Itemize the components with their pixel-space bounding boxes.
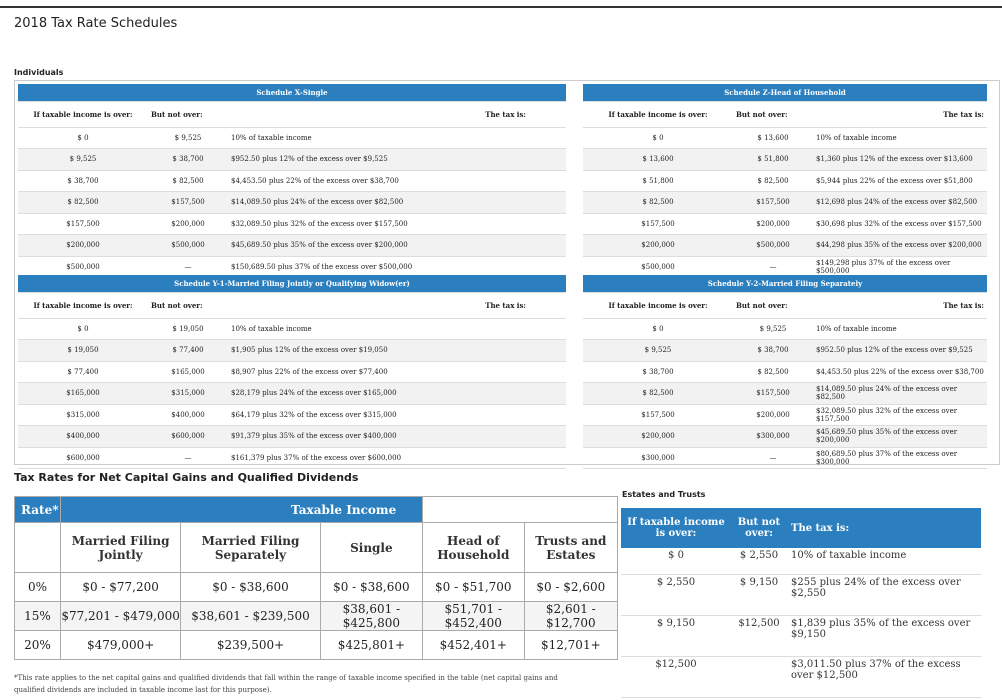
bracket-not-over-cell: — bbox=[733, 447, 813, 469]
bracket-over-cell: $ 13,600 bbox=[583, 149, 733, 171]
bracket-over-cell: $ 77,400 bbox=[18, 361, 148, 383]
bracket-over-cell: $300,000 bbox=[583, 447, 733, 469]
bracket-over-cell: $12,500 bbox=[621, 656, 731, 697]
bracket-not-over-cell: $200,000 bbox=[733, 213, 813, 235]
bracket-over-cell: $200,000 bbox=[18, 235, 148, 257]
tax-formula-cell: $28,179 plus 24% of the excess over $165,000 bbox=[228, 383, 566, 405]
schedule-row bbox=[18, 383, 566, 405]
tax-formula-cell: $5,944 plus 22% of the excess over $51,800 bbox=[813, 170, 987, 192]
schedule-row bbox=[583, 404, 987, 426]
bracket-not-over-cell: $ 82,500 bbox=[733, 170, 813, 192]
capital-gains-footnote: *This rate applies to the net capital gains and qualified dividends that fall within the range of taxable income specified in the table (net capital gains and qualified dividends are included in taxable income last for this purpose). bbox=[14, 674, 558, 694]
bracket-over-cell: $500,000 bbox=[18, 256, 148, 278]
bracket-not-over-cell: $ 82,500 bbox=[733, 361, 813, 383]
page-title: 2018 Tax Rate Schedules bbox=[14, 16, 178, 31]
rate-cell: 15% bbox=[15, 602, 61, 631]
schedule-row bbox=[18, 127, 566, 149]
bracket-not-over-cell: $600,000 bbox=[148, 426, 228, 448]
bracket-over-cell: $200,000 bbox=[583, 235, 733, 257]
section-label: Individuals bbox=[14, 68, 64, 77]
col-over: If taxable income is over: bbox=[18, 101, 148, 127]
bracket-over-cell: $ 9,150 bbox=[621, 615, 731, 656]
capital-gains-title: Tax Rates for Net Capital Gains and Qualified Dividends bbox=[14, 471, 359, 484]
bracket-not-over-cell: $ 38,700 bbox=[733, 340, 813, 362]
tax-formula-cell: $1,839 plus 35% of the excess over $9,150 bbox=[787, 615, 981, 656]
income-range-cell: $0 - $51,700 bbox=[422, 573, 524, 602]
estates-trusts-table bbox=[621, 508, 981, 698]
et-col-over: If taxable income is over: bbox=[621, 508, 731, 548]
capital-gains-table bbox=[14, 496, 618, 660]
bracket-over-cell: $ 38,700 bbox=[583, 361, 733, 383]
bracket-not-over-cell: $ 2,550 bbox=[731, 548, 787, 574]
cg-col-trusts: Trusts and Estates bbox=[524, 523, 617, 573]
col-tax: The tax is: bbox=[813, 292, 987, 318]
income-range-cell: $12,701+ bbox=[524, 631, 617, 660]
schedule-row bbox=[583, 447, 987, 469]
schedule-row bbox=[18, 170, 566, 192]
tax-formula-cell: $952.50 plus 12% of the excess over $9,525 bbox=[813, 340, 987, 362]
bracket-not-over-cell: $200,000 bbox=[148, 213, 228, 235]
income-range-cell: $239,500+ bbox=[181, 631, 321, 660]
income-range-cell: $425,801+ bbox=[320, 631, 422, 660]
estates-trusts-title: Estates and Trusts bbox=[622, 490, 706, 499]
rate-cell: 20% bbox=[15, 631, 61, 660]
schedule-z-title: Schedule Z-Head of Household bbox=[583, 84, 987, 101]
schedule-row bbox=[583, 235, 987, 257]
bracket-over-cell: $400,000 bbox=[18, 426, 148, 448]
cg-col-hoh: Head of Household bbox=[422, 523, 524, 573]
tax-formula-cell: $32,089.50 plus 32% of the excess over $157,500 bbox=[813, 404, 987, 426]
col-not-over: But not over: bbox=[148, 292, 228, 318]
schedule-row bbox=[583, 318, 987, 340]
income-range-cell: $38,601 - $425,800 bbox=[320, 602, 422, 631]
estates-row bbox=[621, 574, 981, 615]
bracket-over-cell: $ 82,500 bbox=[18, 192, 148, 214]
bracket-over-cell: $157,500 bbox=[18, 213, 148, 235]
bracket-not-over-cell: $157,500 bbox=[733, 383, 813, 405]
capital-gains-row bbox=[15, 631, 618, 660]
income-range-cell: $51,701 - $452,400 bbox=[422, 602, 524, 631]
schedule-x-title: Schedule X-Single bbox=[18, 84, 566, 101]
bracket-not-over-cell: $315,000 bbox=[148, 383, 228, 405]
col-over: If taxable income is over: bbox=[18, 292, 148, 318]
schedule-row bbox=[583, 127, 987, 149]
schedule-y2-title: Schedule Y-2-Married Filing Separately bbox=[583, 275, 987, 292]
bracket-not-over-cell bbox=[731, 656, 787, 697]
tax-formula-cell: $32,089.50 plus 32% of the excess over $157,500 bbox=[228, 213, 566, 235]
schedule-row bbox=[583, 170, 987, 192]
col-tax: The tax is: bbox=[228, 101, 566, 127]
col-not-over: But not over: bbox=[148, 101, 228, 127]
bracket-not-over-cell: $ 38,700 bbox=[148, 149, 228, 171]
tax-formula-cell: $80,689.50 plus 37% of the excess over $300,000 bbox=[813, 447, 987, 469]
estates-row bbox=[621, 615, 981, 656]
tax-formula-cell: $4,453.50 plus 22% of the excess over $38,700 bbox=[228, 170, 566, 192]
bracket-not-over-cell: $ 13,600 bbox=[733, 127, 813, 149]
capital-gains-row bbox=[15, 573, 618, 602]
bracket-over-cell: $500,000 bbox=[583, 256, 733, 278]
schedule-row bbox=[583, 192, 987, 214]
rate-cell: 0% bbox=[15, 573, 61, 602]
bracket-over-cell: $165,000 bbox=[18, 383, 148, 405]
col-not-over: But not over: bbox=[733, 292, 813, 318]
bracket-over-cell: $200,000 bbox=[583, 426, 733, 448]
income-range-cell: $77,201 - $479,000 bbox=[61, 602, 181, 631]
bracket-not-over-cell: — bbox=[148, 447, 228, 469]
schedule-row bbox=[583, 149, 987, 171]
schedule-row bbox=[18, 192, 566, 214]
income-range-cell: $38,601 - $239,500 bbox=[181, 602, 321, 631]
bracket-not-over-cell: $400,000 bbox=[148, 404, 228, 426]
tax-formula-cell: $14,089.50 plus 24% of the excess over $82,500 bbox=[228, 192, 566, 214]
income-range-cell: $0 - $2,600 bbox=[524, 573, 617, 602]
tax-formula-cell: $161,379 plus 37% of the excess over $600,000 bbox=[228, 447, 566, 469]
schedule-row bbox=[18, 426, 566, 448]
bracket-over-cell: $ 0 bbox=[583, 127, 733, 149]
schedule-y1-table bbox=[18, 275, 566, 469]
tax-formula-cell: $44,298 plus 35% of the excess over $200,000 bbox=[813, 235, 987, 257]
tax-formula-cell: $3,011.50 plus 37% of the excess over $12,500 bbox=[787, 656, 981, 697]
schedule-row bbox=[583, 426, 987, 448]
top-rule bbox=[0, 6, 1002, 12]
bracket-over-cell: $ 0 bbox=[18, 127, 148, 149]
bracket-not-over-cell: $500,000 bbox=[733, 235, 813, 257]
bracket-over-cell: $ 0 bbox=[583, 318, 733, 340]
bracket-not-over-cell: — bbox=[733, 256, 813, 278]
tax-formula-cell: 10% of taxable income bbox=[228, 318, 566, 340]
tax-formula-cell: 10% of taxable income bbox=[813, 127, 987, 149]
bracket-not-over-cell: $300,000 bbox=[733, 426, 813, 448]
bracket-over-cell: $ 38,700 bbox=[18, 170, 148, 192]
tax-formula-cell: $4,453.50 plus 22% of the excess over $38,700 bbox=[813, 361, 987, 383]
bracket-over-cell: $157,500 bbox=[583, 404, 733, 426]
income-range-cell: $0 - $77,200 bbox=[61, 573, 181, 602]
tax-formula-cell: 10% of taxable income bbox=[787, 548, 981, 574]
bracket-over-cell: $ 2,550 bbox=[621, 574, 731, 615]
col-not-over: But not over: bbox=[733, 101, 813, 127]
estates-row bbox=[621, 548, 981, 574]
tax-formula-cell: $952.50 plus 12% of the excess over $9,525 bbox=[228, 149, 566, 171]
bracket-over-cell: $ 19,050 bbox=[18, 340, 148, 362]
tax-formula-cell: $64,179 plus 32% of the excess over $315,000 bbox=[228, 404, 566, 426]
schedule-row bbox=[18, 213, 566, 235]
schedule-row bbox=[18, 447, 566, 469]
schedule-row bbox=[583, 361, 987, 383]
schedule-z-table bbox=[583, 84, 987, 278]
schedule-row bbox=[18, 361, 566, 383]
schedule-row bbox=[583, 340, 987, 362]
bracket-not-over-cell: $ 77,400 bbox=[148, 340, 228, 362]
bracket-over-cell: $157,500 bbox=[583, 213, 733, 235]
tax-formula-cell: $1,905 plus 12% of the excess over $19,050 bbox=[228, 340, 566, 362]
schedule-y1-title: Schedule Y-1-Married Filing Jointly or Qualifying Widow(er) bbox=[18, 275, 566, 292]
schedule-row bbox=[583, 213, 987, 235]
header-blank bbox=[422, 497, 617, 523]
bracket-not-over-cell: $ 19,050 bbox=[148, 318, 228, 340]
bracket-not-over-cell: — bbox=[148, 256, 228, 278]
et-col-tax: The tax is: bbox=[787, 508, 981, 548]
estates-row bbox=[621, 656, 981, 697]
bracket-over-cell: $ 0 bbox=[18, 318, 148, 340]
col-over: If taxable income is over: bbox=[583, 292, 733, 318]
schedule-row bbox=[18, 404, 566, 426]
tax-formula-cell: $45,689.50 plus 35% of the excess over $200,000 bbox=[813, 426, 987, 448]
income-range-cell: $479,000+ bbox=[61, 631, 181, 660]
tax-formula-cell: $149,298 plus 37% of the excess over $500,000 bbox=[813, 256, 987, 278]
bracket-over-cell: $ 51,800 bbox=[583, 170, 733, 192]
bracket-over-cell: $ 82,500 bbox=[583, 192, 733, 214]
bracket-over-cell: $315,000 bbox=[18, 404, 148, 426]
bracket-over-cell: $ 0 bbox=[621, 548, 731, 574]
col-over: If taxable income is over: bbox=[583, 101, 733, 127]
tax-formula-cell: $1,360 plus 12% of the excess over $13,600 bbox=[813, 149, 987, 171]
bracket-not-over-cell: $200,000 bbox=[733, 404, 813, 426]
tax-formula-cell: 10% of taxable income bbox=[228, 127, 566, 149]
cg-col-single: Single bbox=[320, 523, 422, 573]
cg-col-mfj: Married Filing Jointly bbox=[61, 523, 181, 573]
col-tax: The tax is: bbox=[228, 292, 566, 318]
col-tax: The tax is: bbox=[813, 101, 987, 127]
bracket-not-over-cell: $ 9,525 bbox=[148, 127, 228, 149]
schedule-row bbox=[18, 318, 566, 340]
rate-header: Rate* bbox=[15, 497, 61, 523]
bracket-not-over-cell: $ 51,800 bbox=[733, 149, 813, 171]
bracket-not-over-cell: $157,500 bbox=[733, 192, 813, 214]
tax-formula-cell: $8,907 plus 22% of the excess over $77,400 bbox=[228, 361, 566, 383]
bracket-over-cell: $ 9,525 bbox=[583, 340, 733, 362]
bracket-over-cell: $ 82,500 bbox=[583, 383, 733, 405]
capital-gains-row bbox=[15, 602, 618, 631]
tax-formula-cell: $45,689.50 plus 35% of the excess over $200,000 bbox=[228, 235, 566, 257]
income-range-cell: $2,601 - $12,700 bbox=[524, 602, 617, 631]
schedule-x-table bbox=[18, 84, 566, 278]
tax-formula-cell: $14,089.50 plus 24% of the excess over $82,500 bbox=[813, 383, 987, 405]
income-range-cell: $0 - $38,600 bbox=[181, 573, 321, 602]
bracket-not-over-cell: $ 9,150 bbox=[731, 574, 787, 615]
tax-formula-cell: $150,689.50 plus 37% of the excess over $500,000 bbox=[228, 256, 566, 278]
schedule-row bbox=[18, 149, 566, 171]
income-range-cell: $452,401+ bbox=[422, 631, 524, 660]
cg-col-mfs: Married Filing Separately bbox=[181, 523, 321, 573]
tax-formula-cell: $255 plus 24% of the excess over $2,550 bbox=[787, 574, 981, 615]
schedule-y2-table bbox=[583, 275, 987, 469]
tax-formula-cell: $91,379 plus 35% of the excess over $400,000 bbox=[228, 426, 566, 448]
bracket-not-over-cell: $12,500 bbox=[731, 615, 787, 656]
schedule-row bbox=[18, 340, 566, 362]
bracket-not-over-cell: $500,000 bbox=[148, 235, 228, 257]
schedule-row bbox=[583, 383, 987, 405]
tax-formula-cell: $12,698 plus 24% of the excess over $82,500 bbox=[813, 192, 987, 214]
tax-formula-cell: $30,698 plus 32% of the excess over $157,500 bbox=[813, 213, 987, 235]
income-range-cell: $0 - $38,600 bbox=[320, 573, 422, 602]
bracket-not-over-cell: $157,500 bbox=[148, 192, 228, 214]
taxable-income-header: Taxable Income bbox=[61, 497, 423, 523]
bracket-over-cell: $ 9,525 bbox=[18, 149, 148, 171]
et-col-not-over: But not over: bbox=[731, 508, 787, 548]
bracket-not-over-cell: $ 9,525 bbox=[733, 318, 813, 340]
bracket-not-over-cell: $ 82,500 bbox=[148, 170, 228, 192]
bracket-not-over-cell: $165,000 bbox=[148, 361, 228, 383]
rate-blank bbox=[15, 523, 61, 573]
bracket-over-cell: $600,000 bbox=[18, 447, 148, 469]
tax-formula-cell: 10% of taxable income bbox=[813, 318, 987, 340]
schedule-row bbox=[18, 235, 566, 257]
